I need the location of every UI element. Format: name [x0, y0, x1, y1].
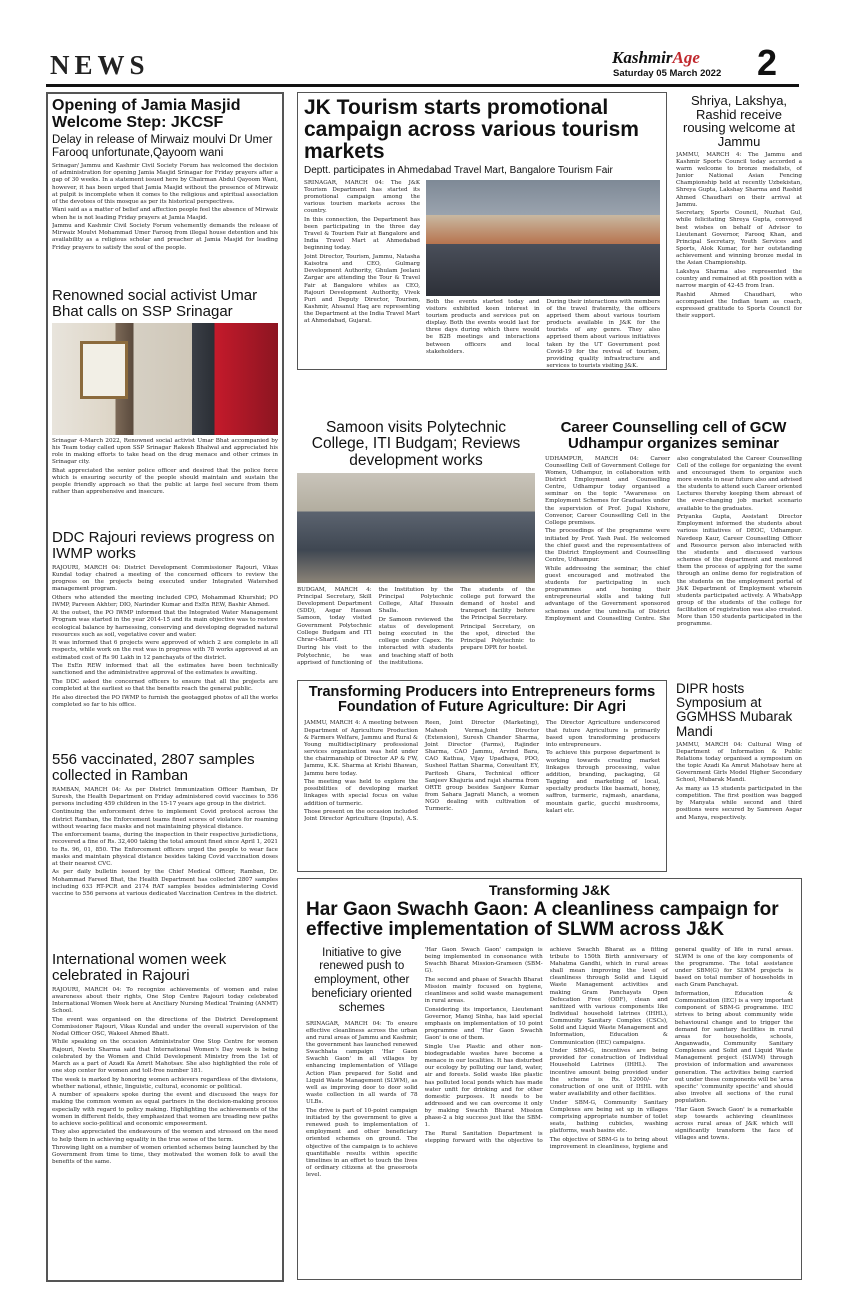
article-body-lead: SRINAGAR, MARCH 04: The J&K Tourism Department has started its promotional campaign among the various tourism markets across the country. In this connection, the Department has been participating in the three day Travel & Tourism Fair at Bangalore and India Travel Mart at Ahmedabad beginning today. Joint Director, Tourism, Jammu, Natasha Kaisotra and CEO, Gulmarg Development Authority, Ghulam Jeelani Zargar are attending the Tour & Travel Fair at Bangalore whiles as CEO, Rajouri Development Authority, Vivek Puri and Deputy Director, Tourism, Kashmir, Ahsanul Haq are representing the Department at the India Travel Mart at Ahmedabad, Gujarat.	[304, 179, 420, 325]
headline: Renowned social activist Umar Bhat calls on SSP Srinagar	[52, 288, 258, 320]
headline: DIPR hosts Symposium at GGMHSS Mubarak Mandi	[676, 682, 793, 739]
headline: JK Tourism starts promotional campaign across various tourism markets	[304, 96, 639, 164]
page-number: 2	[757, 42, 778, 83]
headline: Samoon visits Polytechnic College, ITI Budgam; Reviews development works	[311, 420, 521, 469]
article-body-continued: Both the events started today and visitors exhibited keen interest in tourism products and services put on display. Both the events would last for three days during which there would be B2B meetings and interactions between officers and local stakeholders. During their interactions with members of the travel fraternity, the officers apprised them about various tourism products available in J&K for the tourists of any genre. They also apprised them about various initiatives taken by the UT Government post Covid-19 for the revival of tourism, providing quality infrastructure and services to tourists visiting J&K.	[426, 298, 660, 370]
article-har-gaon	[297, 878, 802, 1280]
article-agriculture	[297, 680, 667, 872]
headline: Shriya, Lakshya, Rashid receive rousing welcome at Jammu	[683, 94, 795, 149]
article-fencing-welcome	[676, 94, 802, 374]
article-jk-tourism	[297, 92, 667, 370]
article-body: Srinagar 4-March 2022, Renowned social activist Umar Bhat accompanied by his Team today called upon SSP Srinagar Rakesh Bhalwal and appreciated his role in making efforts to take head on the drug menace and other crimes in Srinagar city. Bhat appreciated the senior police officer and desired that the police force which is ensuring security of the people should maintain and sustain the people friendly approach so that the public at large feel secure from them rather than apprehensive and insecure.	[52, 437, 278, 495]
news-photo	[297, 473, 535, 583]
kicker: Transforming J&K	[488, 882, 611, 898]
headline: Har Gaon Swachh Gaon: A cleanliness campaign for effective implementation of SLWM across J&K	[306, 898, 779, 940]
article-body: 'Har Gaon Swach Gaon' campaign is being implemented in consonance with Swachh Bharat Mission-Grameen (SBM-G). The second and phase of Swachh Bharat Mission mainly focused on hygiene, cleanliness and solid waste management in rural areas. Considering its importance, Lieutenant Governor, Manoj Sinha, has laid special emphasis on implementation of 10 point programme and 'Har Gaon Swachh Gaon' is one of them. Single Use Plastic and other non-biodegradable wastes have become a menace in our localities. It has disturbed our ecology by polluting our land, water, air and forests. Solid waste like plastic has polluted local ponds which has made water unfit for drinking and for other domestic purposes. It needs to be addressed and we can overcome it only by making Swachh Bharat Mission phase-2 a big success just like the SBM-1. The Rural Sanitation Department is stepping forward with the objective to achieve Swachh Bharat as a fitting tribute to 150th Birth anniversary of Mahatma Gandhi, which in rural areas shall mean improving the level of cleanliness through Solid and Liquid Waste Management activities and making Gram Panchayats Open Defecation Free (ODF), clean and sanitized with various components like Individual household latrines (IHHL), Community Sanitary Complex (CSCs), Solid and Liquid Waste Management and Information, Education & Communication (IEC) campaigns. Under SBM-G, incentives are being provided for construction of Individual Household Latrines (IHHL). The incentive amount being provided under the scheme is Rs. 12000/- for construction of one unit of IHHL with water availability and other facilities. Under SBM-G, Community Sanitary Complexes are being set up in villages comprising appropriate number of toilet seats, bathing cubicles, washing platforms, wash basins etc. The objective of SBM-G is to bring about improvement in cleanliness, hygiene and general quality of life in rural areas. SLWM is one of the key components of the programme. The total assistance under SBM(G) for SLWM projects is based on total number of households in each Gram Panchayat. Information, Education & Communication (IEC) is a very important component of SBM-G programme. IEC strives to bring about community wide behavioural change and to trigger the demand for sanitary facilities in rural areas for households, schools, Anganwadis, Community Sanitary Complexes and Solid and Liquid Waste Management project (SLWM) through provision of information and awareness generation. The activities being carried out under these components will be 'area specific' 'community specific' and should also involve all sections of the rural population. 'Har Gaon Swach Gaon' is a remarkable step towards achieving cleanliness across rural areas of J&K which will significantly transform the face of villages and towns.	[424, 946, 793, 1150]
article-umar-bhat	[52, 288, 278, 528]
article-ramban-vaccination	[52, 752, 278, 952]
article-samoon-visit	[297, 420, 535, 678]
side-deck: Initiative to give renewed push to employment, other beneficiary oriented schemes	[311, 946, 412, 1014]
article-body: JAMMU, MARCH 04: Cultural Wing of Department of Information & Public Relations today organised a symposium on the topic Azadi Ka Amrut Mahotsav here at Government Girls Model Higher Secondary School, Mubarak Mandi. As many as 15 students participated in the competition. The first position was bagged by Manyata while second and third positions were secured by Samreen Asgar and Manya, respectively.	[676, 741, 802, 821]
article-women-week	[52, 952, 278, 1278]
article-dipr-symposium	[676, 682, 802, 872]
headline: Transforming Producers into Entrepreneurs forms Foundation of Future Agriculture: Dir Agri	[308, 684, 656, 716]
section-label: NEWS	[50, 50, 150, 80]
article-body: RAJOURI, MARCH 04: District Development Commissioner Rajouri, Vikas Kundal today chaired a meeting of the concerned officers to review the progress on the projects being executed under Integrated Watershed management program. Others who attended the meeting included CPO, Mohammad Khurshid; PO IWMP, Parveen Akhter; DIO, Narinder Kumar and ExEn REW, Bashir Ahmed. At the outset, the PO IWMP informed that the Integrated Water Management Program was started in the year 2014-15 and its main objective was to restore ecological balance by harnessing, conserving and developing degraded natural resources such as soil, vegetative cover and water. It was informed that 6 projects were approved of which 2 are complete in all respects, while work on the rest was in progress with 78 works approved at an estimated cost of Rs 90 Lakh in 12 panchayats of the district. The ExEn REW informed that all the estimates have been technically sanctioned and the administrative approval of the estimates is awaiting. The DDC asked the concerned officers to ensure that all the projects are completed at the earliest so that the benefits reach the general public. He also directed the PO IWMP to furnish the geotagged photos of all the works completed so far to his office.	[52, 564, 278, 708]
article-jamia-masjid	[52, 98, 278, 286]
article-body: Srinagar/ Jammu and Kashmir Civil Society Forum has welcomed the decision of administration for opening Jamia Masjid Srinagar for Friday prayers after a gap of 30 weeks. In a statement issued here by Chairman Abdul Qayoom Wani, however, it has been urged that Jamia Masjid without the presence of Mirwaiz at pulpit is incomplete when it comes to the religious and spiritual association of the devotees of this mosque as per its historical perspectives. Wani said as a matter of belief and affection people feel the absence of Mirwaiz when he is not leading Friday prayers at Jamia Masjid. Jammu and Kashmir Civil Society Forum vehemently demands the release of Mirwaiz Moulvi Mohammad Umer Farooq from illegal house detention and his availability as a religious scholar and preacher at Jamia Masjid for leading Friday prayers to satisfy the soul of the people.	[52, 163, 278, 251]
issue-date: Saturday 05 March 2022	[613, 68, 722, 79]
masthead-rule	[46, 84, 799, 87]
subheadline: Delay in release of Mirwaiz moulvi Dr Umer Farooq unfortunate,Qayoom wani	[52, 133, 273, 159]
headline: DDC Rajouri reviews progress on IWMP works	[52, 530, 275, 562]
article-body: JAMMU, MARCH 4: The Jammu and Kashmir Sports Council today accorded a warm welcome to bronze medalists, of Junior National Asian Fencing Championship held at recently Uzbekistan, Shreya Gupta, Lakshay Sharma and Rashid Ahmed Chaudhari on their arrival at Jammu. Secretary, Sports Council, Nuzhat Gul, while felicitating Shreya Gupta, conveyed best wishes on behalf of Advisor to Lieutenant Governor, Farooq Khan, and Principal Secretary, Youth Services and Sports, Alok Kumar, for her outstanding achievement and winning bronze medal in the Asian Championship. Lakshya Sharma also represented the country and remained at 6th position with a narrow margin of 42-45 from Iran. Rashid Ahmed Chaudhari, who accompanied the Indian team as coach, expressed gratitude to Sports Council for their support.	[676, 151, 802, 320]
news-photo	[52, 323, 278, 435]
article-ddc-rajouri	[52, 530, 278, 750]
article-body: RAJOURI, MARCH 04: To recognize achievements of women and raise awareness about their rights, One Stop Centre Rajouri today celebrated International Women Week here at Anciliary Nursing Medical Training (ANMT) School. The event was organised on the directions of the District Development Commissioner Rajouri, Vikas Kundal and under the overall supervision of the Nodal Officer OSC, Wakeel Ahmed Bhatt. While speaking on the occasion Administrator One Stop Centre for women Rajouri, Neetu Sharma said that International Women's Day week is being celebrated by the Women and Child Development Ministry from the 1st of March as a part of Azadi Ka Amrit Mahotsav. She also highlighted the role of one stop center for women and toll-free number 181. The week is marked by honoring women achievers regardless of the divisions, whether national, ethnic, linguistic, cultural, economic or political. A number of speakers spoke during the event and discussed the ways for making the common women as equal partners in the decision-making process especially with regard to policy making. Highlighting the achievements of the women in different fields, they emphasized that women are treading new paths to achieve socio-political and economic empowerment. They also appreciated the endeavours of the women and stressed on the need to help them in achieving equality in the true sense of the term. Throwing light on a number of women oriented schemes being launched by the Government from time to time, they motivated the women folk to avail the benefits of the same.	[52, 986, 278, 1166]
headline: 556 vaccinated, 2807 samples collected in Ramban	[52, 752, 255, 784]
article-body: JAMMU, MARCH 4: A meeting between Department of Agriculture Production & Farmers Welfare, Jammu and Rural & Young multidisciplinary professional services organization was held under the chairmanship of Director AP & FW, Jammu, K.K. Sharma at Krishi Bhawan, Jammu here today. The meeting was held to explore the possibilities of developing market linkages with special focus on value addition of turmeric. Those present on the occasion included Joint Director Agriculture (Inputs), A.S. Reen, Joint Director (Marketing), Mahesh Verma,Joint Director (Extension), Suresh Chander Sharma, Joint Director (Farms), Rajinder Sharma, CAO Jammu, Arvind Bara, CAO Kathua, Vijay Upadhaya, PDO, Susheel Rattan Sharma, Consultant EY, Paritosh Ghara, Technical officer Sanjeev Khajuria and rajat sharma from ORTE group besides Sanjeev Kumar from Sahara Jagrati Manch, a women NGO dealing with cultivation of Turmeric. The Director Agriculture underscored that future Agriculture is primarily based upon transforming producers into entrepreneurs. To achieve this purpose department is working towards creating market linkages through processing, value addition, branding, packaging, GI Tagging and marketing of local, specialty products like basmati, honey, saffron, turmeric, rajmash, anardana, mountain garlic, gucchi mushrooms, kalari etc.	[304, 720, 660, 823]
brand-name-b: Age	[672, 48, 700, 67]
news-photo	[426, 180, 660, 296]
headline: Opening of Jamia Masjid Welcome Step: JKCSF	[52, 98, 241, 131]
subheadline: Deptt. participates in Ahmedabad Travel Mart, Bangalore Tourism Fair	[304, 165, 613, 177]
headline: International women week celebrated in Rajouri	[52, 952, 227, 984]
brand-logo	[612, 48, 700, 68]
article-body: RAMBAN, MARCH 04: As per District Immunization Officer Ramban, Dr Suresh, the Health Department on Friday administered covid vaccines to 556 persons including 459 children in the 15-17 years age group in the district. Continuing the enforcement drive to implement Covid protocol across the district Ramban, the Enforcement teams fined scores of violators for roaming without wearing face masks and not maintaining physical distance. The enforcement teams, during the inspection in their respective jurisdictions, recovered a fine of Rs. 32,400 taking the total amount fined since April 1, 2021 to Rs. 96, 01, 850. The Enforcement officers urged the people to wear face masks and maintain physical distance besides taking Covid vaccination doses at their nearest CVC. As per daily bulletin issued by the Chief Medical Officer, Ramban, Dr. Mohammad Fareed Bhat, the Health Department has collected 2807 samples including 633 RT-PCR and 2174 RAT samples besides administering Covid vaccine to 556 persons at various dedicated Vaccination Centres in the district.	[52, 786, 278, 897]
article-body-lead: SRINAGAR, MARCH 04: To ensure effective cleanliness across the urban and rural areas of Jammu and Kashmir, the government has launched renewed Swachhata campaign 'Har Gaon Swachh Gaon' in all villages by enhancing implementation of Village Action Plan prepared for Solid and Liquid Waste Management (SLWM), as well as improving door to door solid waste collection in all wards of 78 ULBs. The drive is part of 10-point campaign initiated by the government to give a renewed push to implementation of employment and other beneficiary oriented schemes on ground. The objective of the campaign is to achieve quantifiable results within specific timelines in an effort to touch the lives of ordinary citizens at the grassroots level.	[306, 1020, 418, 1179]
headline: Career Counselling cell of GCW Udhampur organizes seminar	[560, 420, 787, 452]
brand-name-a: Kashmir	[612, 48, 673, 67]
article-body: UDHAMPUR, MARCH 04: Career Counselling Cell of Government College for Women, Udhampur, in collaboration with District Employment and Counselling Centre, Udhampur today organised a seminar on the topic "Awareness on Employment Schemes for Graduates under the supervision of Prof. Jugal Kishore, Convenor, Career Counselling Cell in the College premises. The proceedings of the programme were initiated by Prof. Yash Paul. He welcomed the chief guest and the representatives of the District Employment and Counselling Centre, Udhampur. While addressing the seminar, the chief guest encouraged and motivated the students for participating in such programmes and honing their entrepreneurial skills and taking full advantage of the Government sponsored schemes under the umbrella of District Employment and Counselling Centre. She also congratulated the Career Counselling Cell of the college for organizing the event and encouraged them to organize such more events in near future also and advised the students to attend such Career oriented Lectures thereby keeping them abreast of the ever-changing job market scenario available to the graduates. Priyanka Gupta, Assistant Director Employment informed the students about various initiatives of DEOC, Udhampur. Navdeep Kaur, Career Counselling Officer and Resource person also interacted with the students and discussed various schemes of the department and mentored them the process of applying for the same through an online demo for registration of the students on the employment portal of J&K Department of Employment wherein students participated actively. A WhatsApp group of the students of the college for facilitation of registration was also created. More than 150 students participated in the programme.	[545, 455, 802, 628]
article-body: BUDGAM, MARCH 4: Principal Secretary, Skill Development Department (SDD), Asgar Hassan Samoon, today visited Government Polytechnic College Budgam and ITI Chrar-i-Sharif. During his visit to the Polytechnic, he was apprised of functioning of the Institution by the Principal Polytechnic College, Altaf Hussain Shalla. Dr Samoon reviewed the status of development being executed in the college under Capex. He interacted with students and teaching staff of both the institutions. The students of the college put forward the demand of hostel and transport facility before the Principal Secretary. Principal Secretary, on the spot, directed the Principal Polytechnic to prepare DPR for hostel.	[297, 586, 535, 666]
article-career-counselling	[545, 420, 802, 678]
